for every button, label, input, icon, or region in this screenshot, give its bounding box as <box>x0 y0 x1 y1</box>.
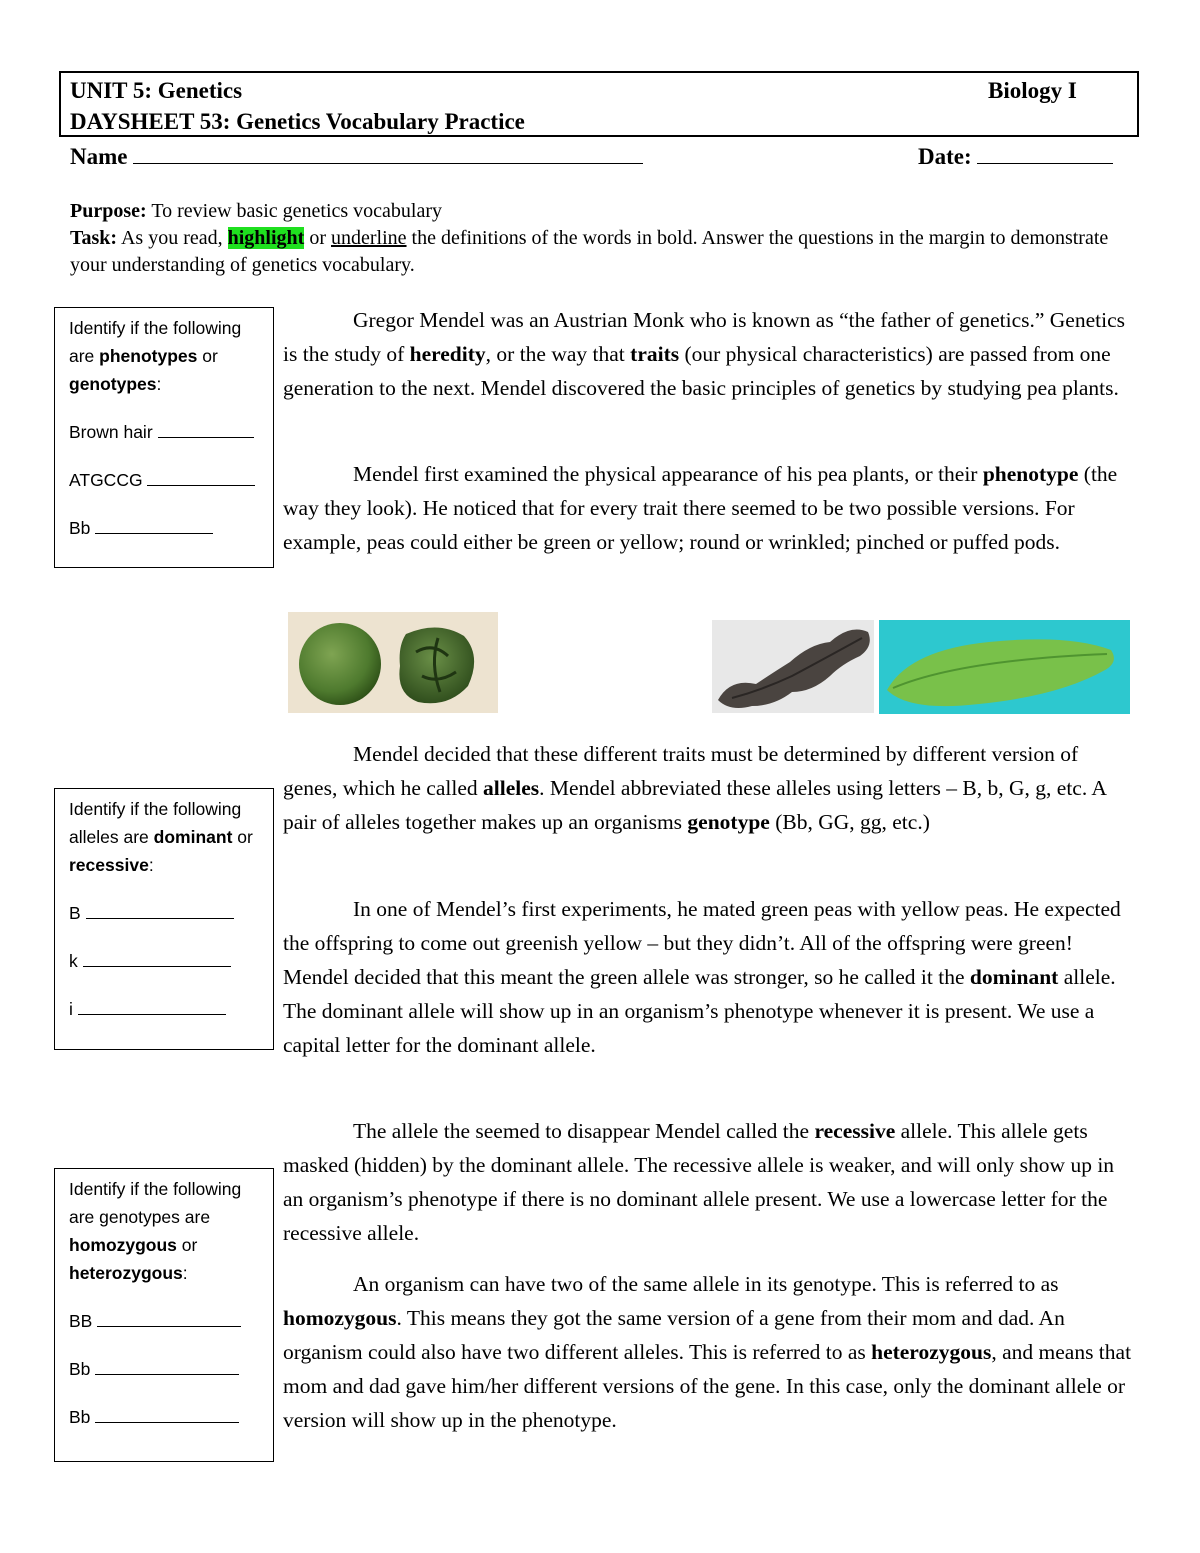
p2-text-b: (the way they look). He noticed that for every trait there seemed to be two possible versions. For example, peas could either be green or yellow; round or wrinkled; pinched or puffed pods. <box>283 462 1118 554</box>
box1-bold-1: phenotypes <box>99 346 198 366</box>
daysheet-title: DAYSHEET 53: Genetics Vocabulary Practice <box>70 109 525 134</box>
name-date-row <box>70 144 1130 170</box>
paragraph-2 <box>283 457 1133 559</box>
p4-text-a: In one of Mendel’s first experiments, he mated green peas with yellow peas. He expected the offspring to come out greenish yellow – but they didn’t. All of the offspring were green! Mendel decided that this meant the green allele was stronger, so he called it the <box>283 897 1121 989</box>
term-heredity: heredity <box>409 342 486 366</box>
p5-text-b: allele. This allele gets masked (hidden) by the dominant allele. The recessive allele is weaker, and will only show up in an organism’s phenotype if there is no dominant allele present. We use a lowercase letter for the recessive allele. <box>283 1119 1115 1245</box>
box1-item: Brown hair <box>69 422 153 442</box>
box3-colon: : <box>182 1263 188 1283</box>
answer-blank[interactable] <box>97 1310 241 1327</box>
p1-text-a: Gregor Mendel was an Austrian Monk who is known as “the father of genetics.” Genetics is the study of <box>283 308 1125 366</box>
pinched-pod-image <box>712 620 874 713</box>
box2-colon: : <box>148 855 154 875</box>
term-alleles: alleles <box>483 776 540 800</box>
box2-item: i <box>69 999 73 1019</box>
highlight-word: highlight <box>227 227 305 249</box>
paragraph-3 <box>283 737 1133 839</box>
box1-item: ATGCCG <box>69 470 143 490</box>
term-dominant: dominant <box>969 965 1059 989</box>
term-phenotype: phenotype <box>982 462 1079 486</box>
box3-item: Bb <box>69 1359 91 1379</box>
answer-blank[interactable] <box>95 517 213 534</box>
question-box-phenotype <box>54 307 274 568</box>
round-pea-icon <box>299 623 381 705</box>
term-recessive: recessive <box>814 1119 896 1143</box>
box1-bold-2: genotypes <box>69 374 157 394</box>
p6-text-a: An organism can have two of the same allele in its genotype. This is referred to as <box>353 1272 1059 1296</box>
p5-text-a: The allele the seemed to disappear Mendel called the <box>353 1119 810 1143</box>
term-genotype: genotype <box>687 810 770 834</box>
term-homozygous: homozygous <box>283 1306 397 1330</box>
answer-blank[interactable] <box>83 950 231 967</box>
answer-blank[interactable] <box>95 1406 239 1423</box>
task-text-2: or <box>309 227 326 249</box>
box3-or: or <box>181 1235 198 1255</box>
box2-prompt: Identify if the following alleles are <box>69 799 242 847</box>
name-label: Name <box>70 144 128 169</box>
box3-item: Bb <box>69 1407 91 1427</box>
answer-blank[interactable] <box>95 1358 239 1375</box>
answer-blank[interactable] <box>78 998 226 1015</box>
round-and-wrinkled-peas-image <box>288 612 498 713</box>
purpose-text: To review basic genetics vocabulary <box>151 200 443 222</box>
box1-or: or <box>202 346 218 366</box>
task-label: Task: <box>70 227 118 249</box>
box3-prompt: Identify if the following are genotypes are <box>69 1179 242 1227</box>
p4-text-b: allele. The dominant allele will show up in an organism’s phenotype whenever it is present. We use a capital letter for the dominant allele. <box>283 965 1116 1057</box>
purpose-label: Purpose: <box>70 200 147 222</box>
paragraph-1 <box>283 303 1133 405</box>
paragraph-6 <box>283 1267 1133 1437</box>
p6-text-b: . This means they got the same version of a gene from their mom and dad. An organism could also have two different alleles. This is referred to as <box>283 1306 1065 1364</box>
box1-colon: : <box>156 374 162 394</box>
box2-bold-1: dominant <box>153 827 233 847</box>
paragraph-5 <box>283 1114 1133 1250</box>
box3-bold-2: heterozygous <box>69 1263 183 1283</box>
answer-blank[interactable] <box>147 469 255 486</box>
p3-text-a: Mendel decided that these different traits must be determined by different version of genes, which he called <box>283 742 1079 800</box>
box3-item: BB <box>69 1311 93 1331</box>
box1-item: Bb <box>69 518 91 538</box>
underline-word: underline <box>331 227 407 249</box>
p1-text-b: , or the way that <box>485 342 625 366</box>
p6-text-c: , and means that mom and dad gave him/her different versions of the gene. In this case, only the dominant allele or version will show up in the phenotype. <box>283 1340 1132 1432</box>
p2-text-a: Mendel first examined the physical appearance of his pea plants, or their <box>353 462 978 486</box>
box2-item: k <box>69 951 78 971</box>
box2-bold-2: recessive <box>69 855 149 875</box>
box2-or: or <box>237 827 253 847</box>
unit-title: UNIT 5: Genetics <box>70 78 243 103</box>
p1-text-c: (our physical characteristics) are passed from one generation to the next. Mendel discovered the basic principles of genetics by studying pea plants. <box>283 342 1119 400</box>
answer-blank[interactable] <box>86 902 234 919</box>
course-title: Biology I <box>988 78 1077 103</box>
task-text-3: the definitions of the words in bold. Answer the questions in the margin to demonstrate your understanding of genetics vocabulary. <box>70 227 1109 276</box>
box2-item: B <box>69 903 81 923</box>
question-box-dominance <box>54 788 274 1050</box>
term-heterozygous: heterozygous <box>871 1340 992 1364</box>
date-label: Date: <box>918 144 972 169</box>
task-text-1: As you read, <box>120 227 223 249</box>
box3-bold-1: homozygous <box>69 1235 177 1255</box>
question-box-zygosity <box>54 1168 274 1462</box>
p3-text-c: (Bb, GG, gg, etc.) <box>775 810 930 834</box>
puffed-pod-image <box>879 620 1130 714</box>
p3-text-b: . Mendel abbreviated these alleles using letters – B, b, G, g, etc. A pair of alleles together makes up an organisms <box>283 776 1106 834</box>
paragraph-4 <box>283 892 1133 1062</box>
purpose-block <box>70 198 1110 279</box>
box1-prompt: Identify if the following are <box>69 318 242 366</box>
term-traits: traits <box>630 342 680 366</box>
answer-blank[interactable] <box>158 421 254 438</box>
name-field[interactable] <box>133 145 643 164</box>
date-field[interactable] <box>977 145 1113 164</box>
